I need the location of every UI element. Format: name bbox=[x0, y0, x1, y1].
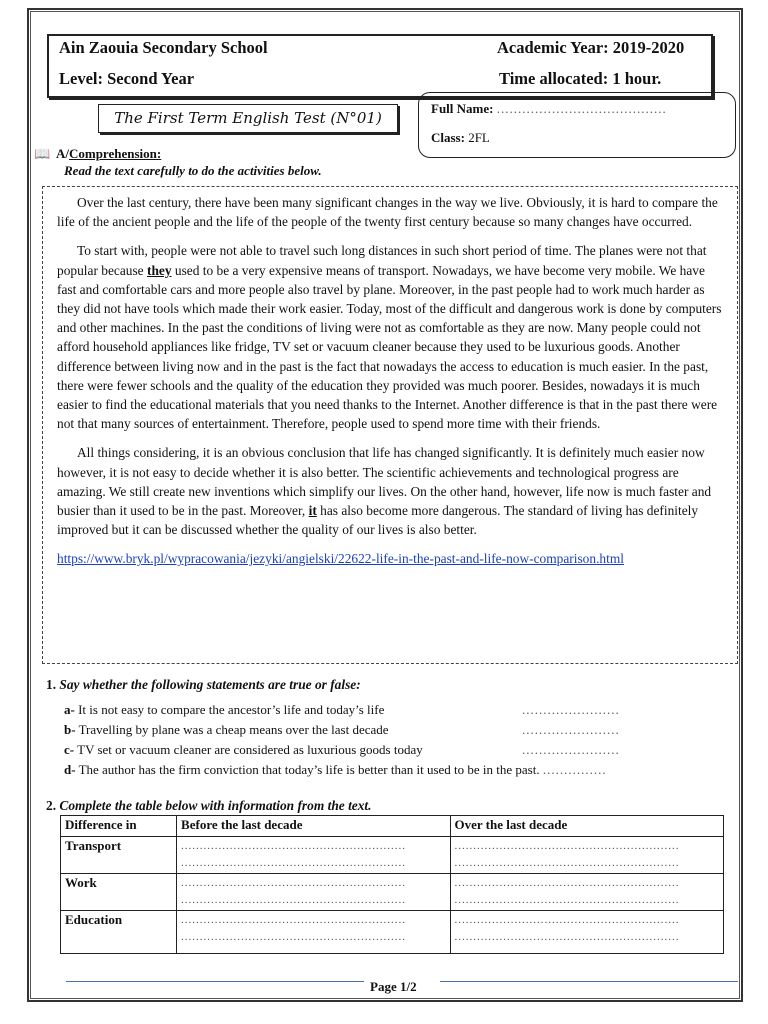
statement-text: The author has the firm conviction that today’s life is better than it used to be in the past. bbox=[78, 762, 540, 777]
answer-cell[interactable] bbox=[450, 837, 723, 874]
paragraph-2 bbox=[57, 241, 725, 433]
blank: ............................................................ bbox=[454, 894, 680, 906]
name-label: Full Name: bbox=[431, 101, 494, 116]
answer-blank[interactable]: ....................... bbox=[522, 742, 620, 757]
footer-line-left bbox=[66, 981, 364, 982]
blank: ............................................................ bbox=[181, 877, 407, 889]
letter: b- bbox=[64, 722, 76, 737]
section-prefix: A/ bbox=[55, 146, 69, 161]
school-name: Ain Zaouia Secondary School bbox=[59, 38, 268, 57]
page-number: Page 1/2 bbox=[370, 979, 417, 994]
table-row bbox=[61, 911, 724, 954]
answer-cell[interactable] bbox=[450, 874, 723, 911]
test-title: The First Term English Test (N°01) bbox=[98, 104, 398, 133]
blank: ............................................................ bbox=[454, 840, 680, 852]
statements-list bbox=[64, 700, 724, 780]
header-cell: Before the last decade bbox=[177, 816, 450, 837]
name-field[interactable]: ........................................ bbox=[496, 101, 667, 116]
academic-year: Academic Year: 2019-2020 bbox=[497, 38, 685, 57]
header-box bbox=[47, 34, 713, 98]
table-row bbox=[61, 837, 724, 874]
paragraph-3 bbox=[57, 443, 725, 539]
row-label: Transport bbox=[61, 837, 177, 874]
comparison-table bbox=[60, 815, 724, 954]
question-text: Complete the table below with information from the text. bbox=[59, 798, 372, 813]
letter: a- bbox=[64, 702, 75, 717]
time-allocated: Time allocated: 1 hour. bbox=[499, 69, 662, 88]
statement-text: It is not easy to compare the ancestor’s life and today’s life bbox=[78, 702, 385, 717]
blank: ............................................................ bbox=[181, 914, 407, 926]
question-number: 2. bbox=[46, 798, 57, 813]
level: Level: Second Year bbox=[59, 69, 195, 88]
answer-cell[interactable] bbox=[177, 837, 450, 874]
answer-cell[interactable] bbox=[450, 911, 723, 954]
statement-text: TV set or vacuum cleaner are considered as luxurious goods today bbox=[77, 742, 423, 757]
blank: ............................................................ bbox=[181, 931, 407, 943]
blank: ............................................................ bbox=[454, 857, 680, 869]
letter: d- bbox=[64, 762, 76, 777]
section-title: Comprehension: bbox=[68, 146, 162, 161]
class-label: Class: bbox=[431, 130, 465, 145]
header-cell: Over the last decade bbox=[450, 816, 723, 837]
reference-word-it: it bbox=[308, 503, 317, 519]
statement bbox=[64, 740, 724, 760]
text: has also become more dangerous. The standard of living has definitely improved but it can be discussed whether the quality of our lives is also better. bbox=[57, 503, 699, 538]
blank: ............................................................ bbox=[454, 931, 680, 943]
paragraph-1: Over the last century, there have been many significant changes in the way we live. Obviously, it is hard to compare the life of the ancient people and the life of the people of the twenty first century because so many changes have occurred. bbox=[57, 195, 718, 230]
statement bbox=[64, 700, 724, 720]
answer-cell[interactable] bbox=[177, 874, 450, 911]
letter: c- bbox=[64, 742, 75, 757]
blank: ............................................................ bbox=[181, 840, 407, 852]
row-label: Education bbox=[61, 911, 177, 954]
blank: ............................................................ bbox=[181, 894, 407, 906]
statement-text: Travelling by plane was a cheap means over the last decade bbox=[78, 722, 389, 737]
book-icon: 📖 bbox=[34, 146, 51, 161]
reference-word-they: they bbox=[146, 262, 172, 278]
class-value: 2FL bbox=[468, 130, 490, 145]
statement bbox=[64, 760, 724, 780]
statement bbox=[64, 720, 724, 740]
blank: ............................................................ bbox=[454, 877, 680, 889]
source-link[interactable]: https://www.bryk.pl/wypracowania/jezyki/angielski/22622-life-in-the-past-and-life-now-comparison.html bbox=[57, 551, 624, 567]
text: used to be a very expensive means of transport. Nowadays, we have become very mobile. We have fast and comfortable cars and more people also travel by plane. Moreover, in the past people had to work much harder as they did not have tools which made their work easier. Today, most of the difficult and dangerous work is done by computers and other machines. In the past the conditions of living were not as comfortable as they are now. Many people could not afford household appliances like fridge, TV set or vacuum cleaner because they used to be luxurious goods. Another difference between living now and in the past is the fact that nowadays the access to education is much easier. In the past, there were fewer schools and the quality of the education they provided was much poorer. Besides, nowadays it is much easier to find the educational materials that you need thanks to the Internet. Another difference is that in the past there were not that many sources of entertainment. Therefore, people used to spend more time with their friends. bbox=[57, 262, 722, 432]
header-cell: Difference in bbox=[61, 816, 177, 837]
answer-blank[interactable]: ....................... bbox=[522, 702, 620, 717]
answer-cell[interactable] bbox=[177, 911, 450, 954]
reading-passage bbox=[42, 186, 738, 664]
footer-line-right bbox=[440, 981, 738, 982]
question-1 bbox=[46, 677, 361, 693]
table-row bbox=[61, 874, 724, 911]
answer-blank[interactable]: ....................... bbox=[522, 722, 620, 737]
text: To start with, people were not able to travel such long distances in such short period of time. The planes were not that popular because bbox=[57, 243, 707, 278]
question-2 bbox=[46, 798, 372, 814]
answer-blank[interactable]: ............... bbox=[542, 762, 607, 777]
row-label: Work bbox=[61, 874, 177, 911]
student-info-box bbox=[418, 92, 736, 158]
section-heading bbox=[34, 146, 161, 162]
question-text: Say whether the following statements are true or false: bbox=[59, 677, 361, 692]
question-number: 1. bbox=[46, 677, 57, 692]
blank: ............................................................ bbox=[181, 857, 407, 869]
text: All things considering, it is an obvious conclusion that life has changed significantly. It is definitely much easier now however, it is not easy to decide whether it is also better. The scientific achievements and technological progress are amazing. We still create new inventions which simplify our lives. On the other hand, however, life now is much faster and busier than it used to be in the past. Moreover, bbox=[57, 445, 712, 519]
instruction: Read the text carefully to do the activities below. bbox=[64, 163, 322, 178]
blank: ............................................................ bbox=[454, 914, 680, 926]
